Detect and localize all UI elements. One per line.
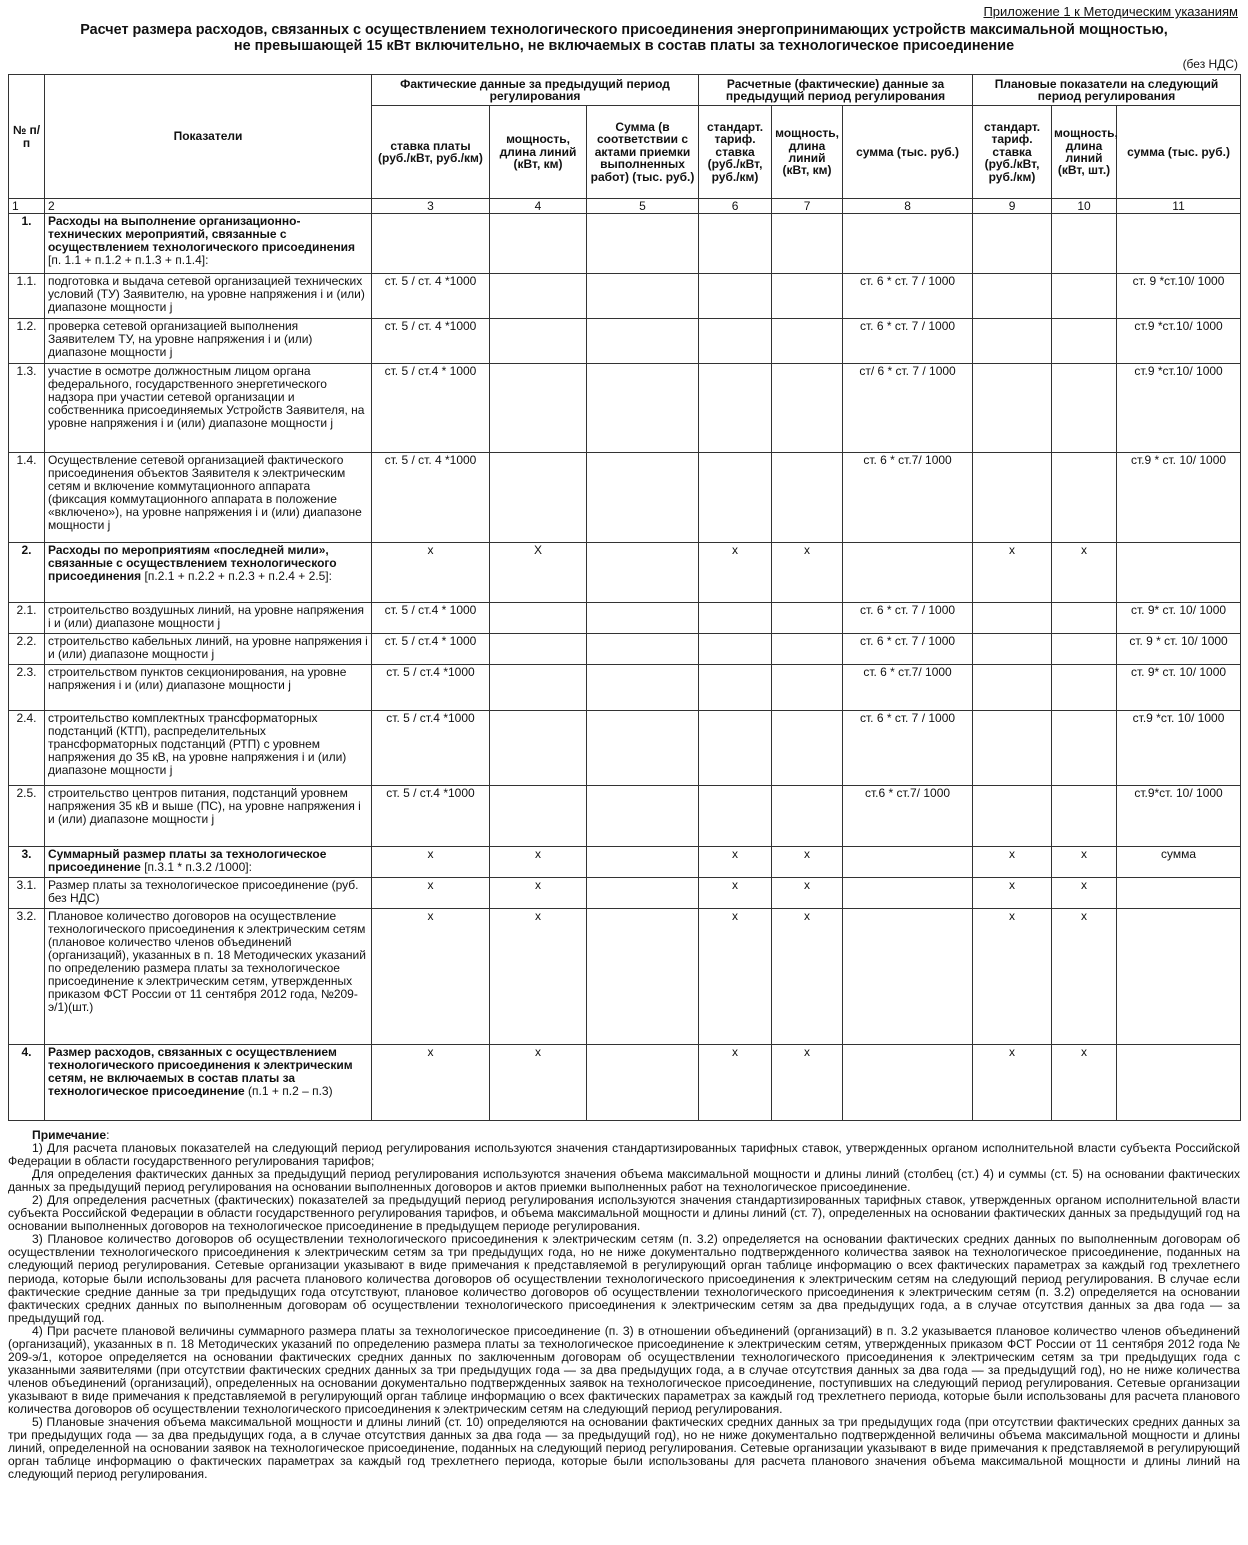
- header-col-9: стандарт. тариф. ставка (руб./кВт, руб./км): [973, 106, 1052, 199]
- cell-c11: ст.9 *ст.10/ 1000: [1117, 364, 1241, 453]
- header-row-groups: [9, 75, 1241, 106]
- row-indicator-text: Размер платы за технологическое присоединение (руб. без НДС): [48, 878, 359, 905]
- cell-c11: ст. 9 * ст. 10/ 1000: [1117, 634, 1241, 665]
- row-indicator: [45, 364, 372, 453]
- row-number: 2.3.: [9, 665, 45, 711]
- row-indicator-text: [п.2.1 + п.2.2 + п.2.3 + п.2.4 + 2.5]:: [141, 569, 332, 583]
- col-number: 11: [1117, 199, 1241, 214]
- row-indicator-text: строительство комплектных трансформаторных подстанций (КТП), распределительных трансформаторных подстанций (РТП) с уровнем напряжения до 35 кВ, на уровне напряжения i и (или) диапазоне мощности j: [48, 711, 347, 777]
- cell-c3: x: [372, 1045, 490, 1121]
- row-indicator: [45, 711, 372, 786]
- header-no: № п/п: [9, 75, 45, 199]
- cell-c10: [1052, 214, 1117, 274]
- cell-c10: [1052, 786, 1117, 847]
- row-number: 2.2.: [9, 634, 45, 665]
- col-number: 1: [9, 199, 45, 214]
- table-row: [9, 214, 1241, 274]
- cell-c7: [772, 634, 843, 665]
- cell-c10: [1052, 711, 1117, 786]
- cell-c8: [843, 543, 973, 603]
- cell-c6: [699, 634, 772, 665]
- cell-c7: x: [772, 847, 843, 878]
- cell-c3: [372, 214, 490, 274]
- cell-c5: [587, 711, 699, 786]
- cell-c11: ст. 9* ст. 10/ 1000: [1117, 603, 1241, 634]
- cell-c4: x: [490, 909, 587, 1045]
- cell-c6: x: [699, 543, 772, 603]
- note-paragraph: 3) Плановое количество договоров об осуществлении технологического присоединения к электрическим сетям (п. 3.2) определяется на основании фактических средних данных по выполненным договорам об осуществлении технологического присоединения к электрическим сетям за три предыдущих года, но не ниже документально подтвержденного количества заявок на технологическое присоединение, поданных на следующий период регулирования. Сетевые организации указывают в виде примечания к представляемой в регулирующий орган таблице информацию о всех фактических параметрах за каждый год трехлетнего периода, которые были использованы для расчета планового количества договоров об осуществлении технологического присоединения к электрическим сетям на следующий период регулирования. В случае если фактические средние данные за три предыдущих года отсутствуют, плановое количество договоров об осуществлении технологического присоединения к электрическим сетям (п. 3.2) определяется на основании фактических средних данных по выполненным договорам об осуществлении технологического присоединения к электрическим сетям за два предыдущих года, а в случае отсутствия данных за два года — за предыдущий год.: [8, 1232, 1240, 1325]
- row-indicator: [45, 665, 372, 711]
- cell-c4: [490, 274, 587, 319]
- cell-c7: [772, 786, 843, 847]
- table-row: [9, 878, 1241, 909]
- row-indicator-text: Осуществление сетевой организацией фактического присоединения объектов Заявителя к электрическим сетям и включение коммутационного аппарата (фиксация коммутационного аппарата в положение «включено»), на уровне напряжения i и (или) диапазоне мощности j: [48, 453, 362, 532]
- table-row: [9, 909, 1241, 1045]
- cell-c3: ст. 5 / ст. 4 *1000: [372, 453, 490, 543]
- cell-c11: ст.9 * ст. 10/ 1000: [1117, 453, 1241, 543]
- row-indicator: [45, 453, 372, 543]
- header-indicators: Показатели: [45, 75, 372, 199]
- calculation-table: [8, 74, 1241, 1121]
- header-col-11: сумма (тыс. руб.): [1117, 106, 1241, 199]
- cell-c9: [973, 711, 1052, 786]
- cell-c11: ст. 9 *ст.10/ 1000: [1117, 274, 1241, 319]
- cell-c9: x: [973, 847, 1052, 878]
- table-row: [9, 634, 1241, 665]
- cell-c10: x: [1052, 878, 1117, 909]
- note-paragraph: 1) Для расчета плановых показателей на следующий период регулирования используются значения стандартизированных тарифных ставок, утвержденных органом исполнительной власти субъекта Российской Федерации в области государственного регулирования тарифов;: [8, 1141, 1240, 1169]
- cell-c8: ст. 6 * ст. 7 / 1000: [843, 274, 973, 319]
- title-line-1: Расчет размера расходов, связанных с осуществлением технологического присоединения энергопринимающих устройств максимальной мощностью,: [80, 22, 1168, 38]
- cell-c9: [973, 364, 1052, 453]
- cell-c6: x: [699, 909, 772, 1045]
- col-number: 9: [973, 199, 1052, 214]
- cell-c4: [490, 603, 587, 634]
- cell-c8: ст. 6 * ст.7/ 1000: [843, 453, 973, 543]
- row-number: 3.1.: [9, 878, 45, 909]
- cell-c5: [587, 847, 699, 878]
- row-number: 2.1.: [9, 603, 45, 634]
- cell-c3: ст. 5 / ст. 4 *1000: [372, 274, 490, 319]
- cell-c11: ст. 9* ст. 10/ 1000: [1117, 665, 1241, 711]
- cell-c3: ст. 5 / ст.4 * 1000: [372, 364, 490, 453]
- header-group-planned: Плановые показатели на следующий период регулирования: [973, 75, 1241, 106]
- cell-c10: x: [1052, 909, 1117, 1045]
- row-indicator-text: (п.1 + п.2 – п.3): [244, 1084, 333, 1098]
- row-number: 2.: [9, 543, 45, 603]
- cell-c11: ст.9 *ст. 10/ 1000: [1117, 711, 1241, 786]
- table-row: [9, 603, 1241, 634]
- row-indicator-text: Плановое количество договоров на осуществление технологического присоединения к электрическим сетям (плановое количество членов объединений (организаций), указанных в п. 18 Методических указаний по определению размера платы за технологическое присоединение к электрическим сетям, утвержденных приказом ФСТ России от 11 сентября 2012 года, №209-э/1)(шт.): [48, 909, 366, 1014]
- row-number: 1.: [9, 214, 45, 274]
- header-col-5: Сумма (в соответствии с актами приемки выполненных работ) (тыс. руб.): [587, 106, 699, 199]
- row-number: 1.4.: [9, 453, 45, 543]
- note-paragraph: Для определения фактических данных за предыдущий период регулирования используются значения объема максимальной мощности и длины линий (столбец (ст.) 4) и суммы (ст. 5) на основании фактических данных за предыдущий период регулирования на основании выполненных договоров и актов приемки выполненных работ на технологическое присоединение.: [8, 1167, 1240, 1195]
- cell-c7: x: [772, 1045, 843, 1121]
- table-row: [9, 274, 1241, 319]
- cell-c10: [1052, 665, 1117, 711]
- row-indicator-text: участие в осмотре должностным лицом органа федерального, государственного энергетического надзора при участии сетевой организации и собственника присоединяемых Устройств Заявителя, на уровне напряжения i и (или) диапазоне мощности j: [48, 364, 365, 430]
- note-paragraph: 5) Плановые значения объема максимальной мощности и длины линий (ст. 10) определяются на основании фактических средних данных за три предыдущих года (при отсутствии фактических средних данных за три предыдущих года — за два предыдущих года, а в случае отсутствия данных за два года — за предыдущий год), но не ниже документально подтвержденной величины объема максимальной мощности и длины линий, определенной на основании заявок на технологическое присоединение, поданных на следующий период регулирования. Сетевые организации указывают в виде примечания к представляемой в регулирующий орган таблице информацию о фактических параметрах за каждый год трехлетнего периода, которые были использованы для расчета планового значения объема максимальной мощности и длины линий на следующий период регулирования.: [8, 1415, 1240, 1482]
- row-indicator-text: строительством пунктов секционирования, на уровне напряжения i и (или) диапазоне мощности j: [48, 665, 347, 692]
- row-number: 1.2.: [9, 319, 45, 364]
- col-number: 2: [45, 199, 372, 214]
- table-row: [9, 711, 1241, 786]
- col-number: 8: [843, 199, 973, 214]
- row-indicator: [45, 319, 372, 364]
- row-indicator-text: подготовка и выдача сетевой организацией технических условий (ТУ) Заявителю, на уровне напряжения i и (или) диапазоне мощности j: [48, 274, 365, 314]
- cell-c4: [490, 319, 587, 364]
- cell-c8: [843, 214, 973, 274]
- table-row: [9, 543, 1241, 603]
- cell-c9: x: [973, 878, 1052, 909]
- cell-c11: [1117, 878, 1241, 909]
- cell-c9: x: [973, 1045, 1052, 1121]
- row-indicator-text: проверка сетевой организацией выполнения Заявителем ТУ, на уровне напряжения i и (или) диапазоне мощности j: [48, 319, 313, 359]
- note-paragraph: 4) При расчете плановой величины суммарного размера платы за технологическое присоединение (п. 3) в отношении объединений (организаций) в п. 3.2 указывается плановое количество членов объединений (организаций), указанных в п. 18 Методических указаний по определению размера платы за технологическое присоединение к электрическим сетям, утвержденных приказом ФСТ России от 11 сентября 2012 года № 209-э/1, которое определяется на основании фактических средних данных по заключенным договорам об осуществлении технологического присоединения к электрическим сетям за три предыдущих года с указанными заявителями (при отсутствии фактических средних данных за три предыдущих года — за два предыдущих года, а в случае отсутствия данных за два года — за предыдущий год), но не ниже количества членов объединений (организаций), определенных на основании документально подтвержденных заявок на технологическое присоединение, поступивших на следующий период регулирования. Сетевые организации указывают в виде примечания к представляемой в регулирующий орган таблице информацию о всех фактических параметрах за каждый год трехлетнего периода, которые были использованы для расчета планового количества договоров об осуществлении технологического присоединения к электрическим сетям на следующий период регулирования.: [8, 1323, 1240, 1416]
- cell-c4: [490, 214, 587, 274]
- row-indicator-bold: Размер расходов, связанных с осуществлением технологического присоединения к электрическим сетям, не включаемых в состав платы за технологическое присоединение: [48, 1045, 353, 1098]
- col-number: 3: [372, 199, 490, 214]
- cell-c8: [843, 909, 973, 1045]
- cell-c5: [587, 1045, 699, 1121]
- cell-c11: ст.9 *ст.10/ 1000: [1117, 319, 1241, 364]
- cell-c6: [699, 364, 772, 453]
- cell-c5: [587, 909, 699, 1045]
- cell-c9: [973, 634, 1052, 665]
- cell-c4: [490, 453, 587, 543]
- cell-c10: x: [1052, 543, 1117, 603]
- cell-c4: X: [490, 543, 587, 603]
- cell-c10: [1052, 364, 1117, 453]
- cell-c6: [699, 711, 772, 786]
- cell-c9: [973, 603, 1052, 634]
- row-number: 3.2.: [9, 909, 45, 1045]
- header-col-4: мощность, длина линий (кВт, км): [490, 106, 587, 199]
- cell-c10: x: [1052, 847, 1117, 878]
- row-indicator: [45, 878, 372, 909]
- cell-c8: [843, 878, 973, 909]
- cell-c9: x: [973, 909, 1052, 1045]
- table-row: [9, 665, 1241, 711]
- cell-c5: [587, 319, 699, 364]
- row-number: 1.3.: [9, 364, 45, 453]
- cell-c6: [699, 665, 772, 711]
- header-col-6: стандарт. тариф. ставка (руб./кВт, руб./км): [699, 106, 772, 199]
- vat-note: (без НДС): [1182, 57, 1238, 71]
- cell-c11: [1117, 1045, 1241, 1121]
- table-row: [9, 319, 1241, 364]
- cell-c11: ст.9*ст. 10/ 1000: [1117, 786, 1241, 847]
- title-line-2: не превышающей 15 кВт включительно, не включаемых в состав платы за технологическое присоединение: [233, 38, 1015, 54]
- cell-c4: x: [490, 878, 587, 909]
- cell-c7: [772, 603, 843, 634]
- cell-c10: x: [1052, 1045, 1117, 1121]
- row-number: 1.1.: [9, 274, 45, 319]
- cell-c6: [699, 786, 772, 847]
- row-indicator-text: строительство кабельных линий, на уровне напряжения i и (или) диапазоне мощности j: [48, 634, 368, 661]
- cell-c8: ст. 6 * ст. 7 / 1000: [843, 603, 973, 634]
- cell-c10: [1052, 603, 1117, 634]
- row-indicator: [45, 603, 372, 634]
- cell-c8: [843, 847, 973, 878]
- cell-c4: x: [490, 1045, 587, 1121]
- notes-heading-text: Примечание: [32, 1128, 107, 1142]
- cell-c7: [772, 453, 843, 543]
- cell-c9: [973, 214, 1052, 274]
- cell-c5: [587, 603, 699, 634]
- cell-c9: [973, 319, 1052, 364]
- header-col-8: сумма (тыс. руб.): [843, 106, 973, 199]
- cell-c11: сумма: [1117, 847, 1241, 878]
- cell-c6: [699, 214, 772, 274]
- cell-c3: ст. 5 / ст.4 *1000: [372, 665, 490, 711]
- table-row: [9, 847, 1241, 878]
- table-row: [9, 364, 1241, 453]
- cell-c3: x: [372, 878, 490, 909]
- row-indicator-bold: Расходы на выполнение организационно-технических мероприятий, связанные с осуществлением технологического присоединения: [48, 214, 355, 254]
- col-number: 7: [772, 199, 843, 214]
- cell-c6: x: [699, 1045, 772, 1121]
- notes-section: [8, 1129, 1240, 1481]
- appendix-label: Приложение 1 к Методическим указаниям: [983, 4, 1238, 19]
- cell-c8: [843, 1045, 973, 1121]
- cell-c6: x: [699, 847, 772, 878]
- column-number-row: [9, 199, 1241, 214]
- table-row: [9, 1045, 1241, 1121]
- cell-c5: [587, 543, 699, 603]
- cell-c9: [973, 786, 1052, 847]
- cell-c5: [587, 364, 699, 453]
- cell-c5: [587, 634, 699, 665]
- header-col-10: мощность, длина линий (кВт, шт.): [1052, 106, 1117, 199]
- cell-c11: [1117, 543, 1241, 603]
- cell-c9: [973, 274, 1052, 319]
- cell-c10: [1052, 453, 1117, 543]
- cell-c9: [973, 665, 1052, 711]
- row-indicator: [45, 1045, 372, 1121]
- cell-c5: [587, 274, 699, 319]
- cell-c3: ст. 5 / ст.4 *1000: [372, 711, 490, 786]
- col-number: 6: [699, 199, 772, 214]
- row-indicator: [45, 274, 372, 319]
- note-paragraph: 2) Для определения расчетных (фактических) показателей за предыдущий период регулирования используются значения стандартизированных тарифных ставок, утвержденных органом исполнительной власти субъекта Российской Федерации в области государственного регулирования тарифов, и объема максимальной мощности и длины линий (ст. 7), определенных на основании фактических данных за предыдущий год на основании выполненных договоров на технологическое присоединение в предыдущем периоде регулирования.: [8, 1193, 1240, 1234]
- cell-c5: [587, 453, 699, 543]
- col-number: 4: [490, 199, 587, 214]
- cell-c8: ст. 6 * ст.7/ 1000: [843, 665, 973, 711]
- cell-c7: [772, 319, 843, 364]
- cell-c3: ст. 5 / ст. 4 *1000: [372, 319, 490, 364]
- cell-c5: [587, 214, 699, 274]
- cell-c3: ст. 5 / ст.4 * 1000: [372, 634, 490, 665]
- row-indicator: [45, 543, 372, 603]
- table-row: [9, 453, 1241, 543]
- col-number: 10: [1052, 199, 1117, 214]
- cell-c10: [1052, 274, 1117, 319]
- cell-c4: [490, 634, 587, 665]
- cell-c9: x: [973, 543, 1052, 603]
- header-group-actual: Фактические данные за предыдущий период регулирования: [372, 75, 699, 106]
- row-indicator-text: [п. 1.1 + п.1.2 + п.1.3 + п.1.4]:: [48, 253, 209, 267]
- row-number: 2.4.: [9, 711, 45, 786]
- row-indicator-bold: Расходы по мероприятиям «последней мили», связанные с осуществлением технологического присоединения: [48, 543, 337, 583]
- cell-c10: [1052, 319, 1117, 364]
- cell-c3: x: [372, 847, 490, 878]
- cell-c4: x: [490, 847, 587, 878]
- cell-c8: ст. 6 * ст. 7 / 1000: [843, 711, 973, 786]
- cell-c6: x: [699, 878, 772, 909]
- cell-c9: [973, 453, 1052, 543]
- cell-c8: ст/ 6 * ст. 7 / 1000: [843, 364, 973, 453]
- cell-c3: ст. 5 / ст.4 *1000: [372, 786, 490, 847]
- row-indicator-text: [п.3.1 * п.3.2 /1000]:: [140, 860, 252, 874]
- row-number: 4.: [9, 1045, 45, 1121]
- cell-c5: [587, 878, 699, 909]
- cell-c3: x: [372, 909, 490, 1045]
- cell-c8: ст. 6 * ст. 7 / 1000: [843, 634, 973, 665]
- cell-c4: [490, 786, 587, 847]
- cell-c10: [1052, 634, 1117, 665]
- notes-heading-colon: :: [106, 1128, 110, 1142]
- cell-c4: [490, 665, 587, 711]
- row-indicator-text: строительство воздушных линий, на уровне напряжения i и (или) диапазоне мощности j: [48, 603, 365, 630]
- cell-c5: [587, 665, 699, 711]
- row-indicator: [45, 214, 372, 274]
- row-indicator-text: строительство центров питания, подстанций уровнем напряжения 35 кВ и выше (ПС), на уровне напряжения i и (или) диапазоне мощности j: [48, 786, 361, 826]
- cell-c11: [1117, 909, 1241, 1045]
- row-number: 2.5.: [9, 786, 45, 847]
- row-indicator: [45, 847, 372, 878]
- col-number: 5: [587, 199, 699, 214]
- cell-c7: [772, 214, 843, 274]
- cell-c7: [772, 711, 843, 786]
- row-indicator-bold: Суммарный размер платы за технологическое присоединение: [48, 847, 327, 874]
- cell-c6: [699, 274, 772, 319]
- cell-c11: [1117, 214, 1241, 274]
- cell-c5: [587, 786, 699, 847]
- header-group-calculated: Расчетные (фактические) данные за предыдущий период регулирования: [699, 75, 973, 106]
- cell-c3: ст. 5 / ст.4 * 1000: [372, 603, 490, 634]
- cell-c7: x: [772, 909, 843, 1045]
- table-row: [9, 786, 1241, 847]
- cell-c3: x: [372, 543, 490, 603]
- cell-c8: ст. 6 * ст. 7 / 1000: [843, 319, 973, 364]
- row-indicator: [45, 786, 372, 847]
- cell-c6: [699, 603, 772, 634]
- cell-c7: x: [772, 543, 843, 603]
- header-col-7: мощность, длина линий (кВт, км): [772, 106, 843, 199]
- cell-c6: [699, 453, 772, 543]
- row-indicator: [45, 634, 372, 665]
- cell-c7: [772, 665, 843, 711]
- table-body: [9, 214, 1241, 1121]
- cell-c6: [699, 319, 772, 364]
- header-col-3: ставка платы (руб./кВт, руб./км): [372, 106, 490, 199]
- cell-c7: [772, 364, 843, 453]
- document-title: [8, 22, 1240, 54]
- cell-c7: [772, 274, 843, 319]
- cell-c4: [490, 711, 587, 786]
- row-number: 3.: [9, 847, 45, 878]
- cell-c4: [490, 364, 587, 453]
- cell-c8: ст.6 * ст.7/ 1000: [843, 786, 973, 847]
- cell-c7: x: [772, 878, 843, 909]
- row-indicator: [45, 909, 372, 1045]
